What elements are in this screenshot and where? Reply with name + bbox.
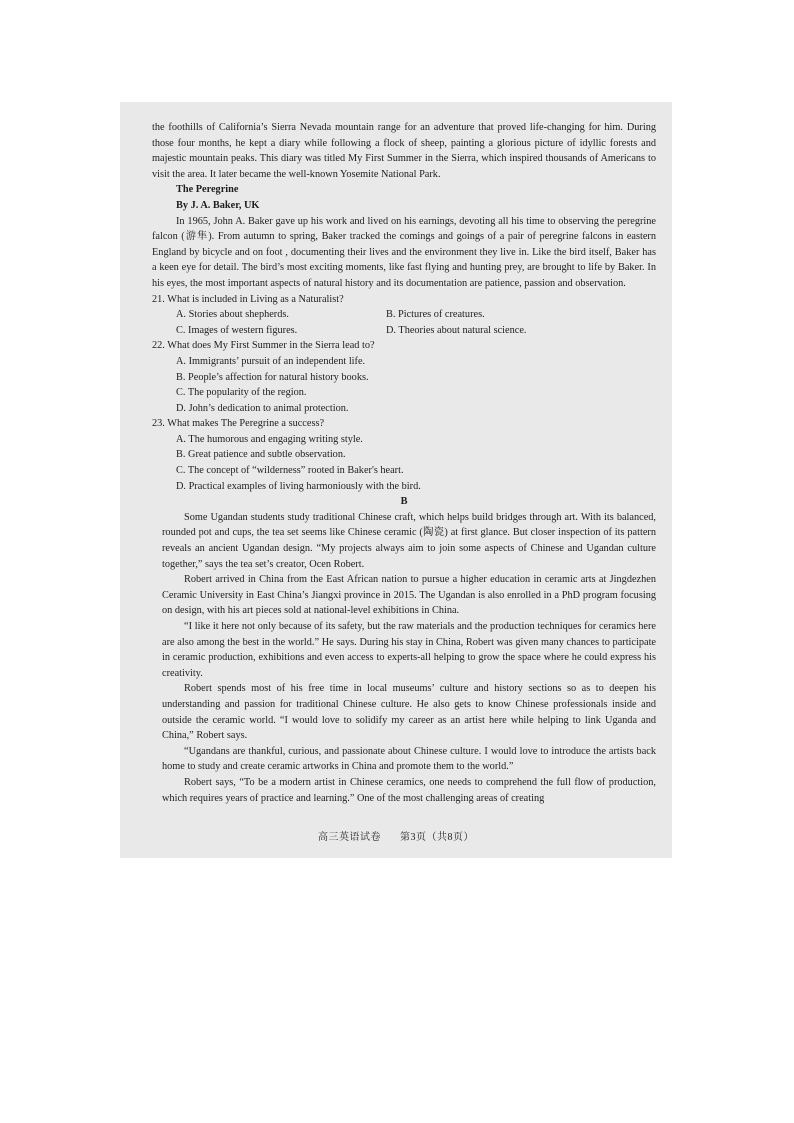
passage-b-paragraph: “I like it here not only because of its safety, but the raw materials and the production techniques for ceramics here are also among the best in the world.” He says. During his stay in China, Robert was given many chances to participate in ceramic production, exhibitions and even access to experts-all helping to grow the space where he could express his creativity. <box>162 621 656 679</box>
book-author: By J. A. Baker, UK <box>176 199 260 211</box>
passage-a-paragraph: In 1965, John A. Baker gave up his work and lived on his earnings, devoting all his time to observing the peregrine falcon (游隼). From autumn to spring, Baker tracked the comings and goings of a pair of peregrine falcons in eastern England by bicycle and on foot , documenting their lives and the environment they live in. Like the bird itself, Baker has a keen eye for detail. The bird’s most exciting moments, like fast flying and hunting prey, are brought to life by Baker. In his eyes, the most important aspects of natural history and its documentation are patience, passion and observation. <box>152 215 656 289</box>
passage-b-paragraph: Robert arrived in China from the East African nation to pursue a higher education in ceramic arts at Jingdezhen Ceramic University in East China’s Jiangxi province in 2015. The Ugandan is also enrolled in a PhD program focusing on design, with his art pieces sold at national-level exhibitions in China. <box>162 574 656 617</box>
option-row <box>152 323 656 339</box>
option-a: A. The humorous and engaging writing style. <box>176 433 363 445</box>
exam-name: 高三英语试卷 <box>318 832 381 844</box>
option-c: C. The concept of “wilderness” rooted in Baker's heart. <box>176 465 404 477</box>
page-number: 第3页（共8页） <box>400 832 474 844</box>
passage-b-paragraph: Some Ugandan students study traditional Chinese craft, which helps build bridges through art. With its balanced, rounded pot and cups, the tea set seems like Chinese ceramic (陶瓷) at first glance. But closer inspection of its pattern reveals an ancient Ugandan design. “My projects always aim to join some aspects of Chinese and Ugandan culture together,” says the tea set’s creator, Ocen Robert. <box>162 511 656 570</box>
question-21 <box>152 292 656 339</box>
option-d: D. John’s dedication to animal protection. <box>176 402 349 414</box>
exam-page <box>120 102 672 858</box>
question-stem: 22. What does My First Summer in the Sierra lead to? <box>152 340 375 352</box>
option-row <box>152 307 656 323</box>
option-a: A. Immigrants’ pursuit of an independent life. <box>176 355 366 367</box>
passage-b-paragraph: Robert says, “To be a modern artist in Chinese ceramics, one needs to comprehend the full flow of production, which requires years of practice and learning.” One of the most challenging areas of creating <box>162 776 656 804</box>
option-d: D. Practical examples of living harmoniously with the bird. <box>176 480 421 492</box>
page-footer <box>120 830 672 846</box>
option-b: B. Pictures of creatures. <box>386 309 485 321</box>
book-title: The Peregrine <box>176 184 239 196</box>
option-a: A. Stories about shepherds. <box>176 309 289 321</box>
section-label: B <box>400 496 408 508</box>
option-d: D. Theories about natural science. <box>386 324 527 336</box>
option-c: C. The popularity of the region. <box>176 387 307 399</box>
option-b: B. Great patience and subtle observation. <box>176 449 346 461</box>
question-22 <box>152 338 656 416</box>
question-stem: 23. What makes The Peregrine a success? <box>152 418 325 430</box>
passage-b-paragraph: Robert spends most of his free time in local museums’ culture and history sections so as to deepen his understanding and passion for traditional Chinese culture. He also gets to know Chinese professionals inside and outside the ceramic world. “I would love to solidify my career as an artist here while helping to link Uganda and China,” Robert says. <box>162 683 656 742</box>
option-b: B. People’s affection for natural history books. <box>176 371 369 383</box>
passage-a-paragraph: the foothills of California’s Sierra Nevada mountain range for an adventure that proved life-changing for him. During those four months, he kept a diary while following a flock of sheep, painting a glorious picture of idyllic forests and majestic mountain peaks. This diary was titled My First Summer in the Sierra, which inspired thousands of Americans to visit the area. It later became the well-known Yosemite National Park. <box>152 122 656 180</box>
question-stem: 21. What is included in Living as a Naturalist? <box>152 293 344 305</box>
option-c: C. Images of western figures. <box>176 324 298 336</box>
question-23 <box>152 416 656 494</box>
passage-b-paragraph: “Ugandans are thankful, curious, and passionate about Chinese culture. I would love to introduce the artists back home to study and create ceramic artworks in China and promote them to the world.” <box>162 745 656 773</box>
